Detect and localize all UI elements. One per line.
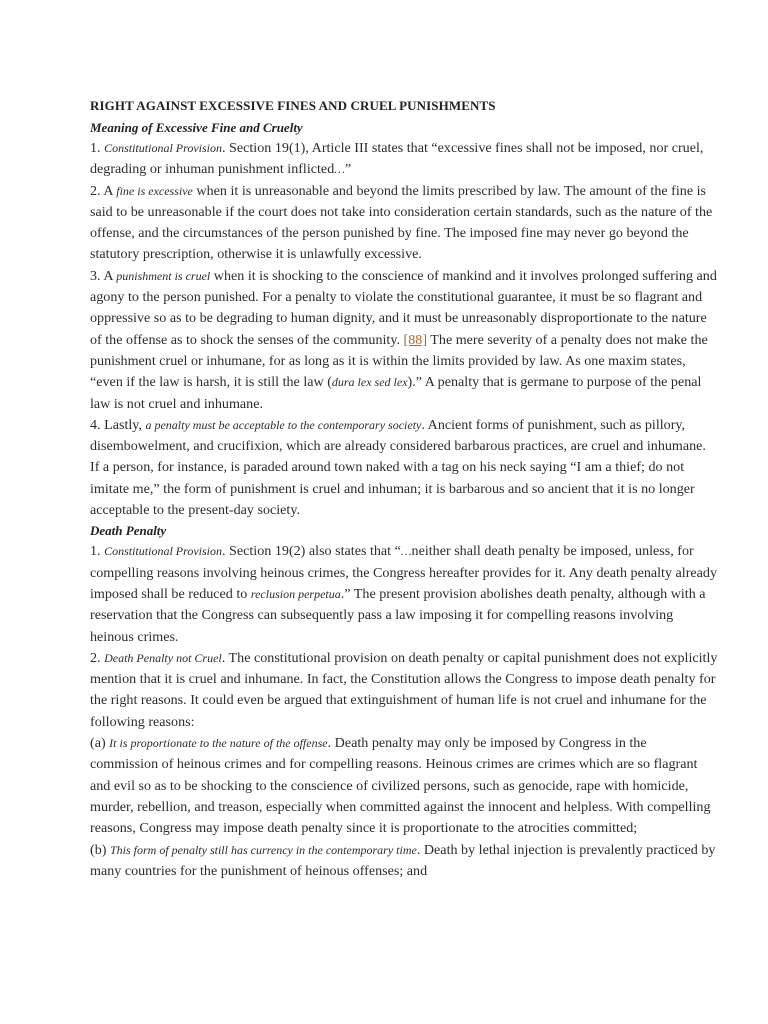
italic-lead: punishment is cruel — [116, 268, 211, 283]
paragraph-text-end: .” The present provision abolishes death penalty, although with a reservation that the Congress can subsequently pass a law imposing it for compelling reasons involving heinous crimes. — [90, 585, 706, 645]
paragraph-constitutional-provision-death — [90, 541, 718, 647]
paragraph-text: . Ancient forms of punishment, such as pillory, disembowelment, and crucifixion, which are already considered barbarous practices, are cruel and inhumane. If a person, for instance, is paraded around town naked with a tag on his neck saying “I am a thief; do not imitate me,” the form of punishment is cruel and inhuman; it is barbarous and so ancient that it is no longer acceptable to the present-day society. — [90, 416, 706, 519]
italic-lead: This form of penalty still has currency in the contemporary time — [109, 842, 417, 857]
paragraph-death-penalty-not-cruel — [90, 648, 718, 733]
paragraph-constitutional-provision-fines — [90, 138, 718, 181]
paragraph-reason-a — [90, 733, 718, 839]
paragraph-text: when it is shocking to the conscience of mankind and it involves prolonged suffering and agony to the person punished. For a penalty to violate the constitutional guarantee, it must be so flagrant and oppressive so as to be degrading to human dignity, and it must be unreasonably disproportionate to the nature of the offense as to shock the senses of the community. — [90, 267, 717, 348]
latin-maxim: dura lex sed lex — [331, 375, 408, 390]
paragraph-text-continued: neither shall death penalty be imposed, unless, for compelling reasons involving heinous crimes, the Congress hereafter provides for it. Any death penalty already imposed shall be reduced to — [90, 543, 717, 602]
closing-quote: ” — [344, 161, 352, 178]
ellipsis: … — [334, 162, 345, 177]
paragraph-text: . The constitutional provision on death penalty or capital punishment does not explicitly mention that it is cruel and inhumane. In fact, the Constitution allows the Congress to impose death penalty for the right reasons. It could even be argued that extinguishment of human life is not cruel and inhumane for the following reasons: — [90, 649, 718, 730]
footnote-link[interactable]: [88] — [403, 331, 428, 348]
document-title: RIGHT AGAINST EXCESSIVE FINES AND CRUEL PUNISHMENTS — [90, 98, 496, 113]
paragraph-number: 2. — [90, 649, 105, 666]
paragraph-reason-b — [90, 840, 718, 883]
italic-lead: It is proportionate to the nature of the offense — [109, 736, 328, 751]
paragraph-text: when it is unreasonable and beyond the limits prescribed by law. The amount of the fine is said to be unreasonable if the court does not take into consideration certain standards, such as the nature of the offense, and the circumstances of the person punished by fine. The imposed fine may never go beyond the statutory prescription, otherwise it is unlawfully excessive. — [90, 182, 713, 263]
section-heading-death-penalty: Death Penalty — [90, 523, 167, 539]
italic-lead: Constitutional Provision — [104, 544, 222, 559]
latin-term: reclusion perpetua — [250, 586, 341, 601]
italic-lead: Constitutional Provision — [104, 141, 222, 155]
paragraph-text-end: ).” A penalty that is germane to purpose of the penal law is not cruel and inhumane. — [90, 374, 702, 412]
paragraph-number: 1. — [90, 140, 105, 156]
italic-lead: a penalty must be acceptable to the contemporary society — [145, 417, 422, 432]
paragraph-number: 4. Lastly, — [90, 416, 146, 433]
paragraph-number: 1. — [90, 543, 105, 560]
italic-lead: Death Penalty not Cruel — [104, 650, 222, 665]
paragraph-number: 3. A — [90, 267, 117, 284]
section-heading-excessive-fine: Meaning of Excessive Fine and Cruelty — [90, 120, 303, 135]
paragraph-text-continued: The mere severity of a penalty does not make the punishment cruel or inhumane, for as long as it is within the limits provided by law. As one maxim states, “even if the law is harsh, it is still the law ( — [90, 331, 708, 391]
paragraph-number: 2. A — [90, 182, 117, 199]
paragraph-excessive-fine — [90, 181, 718, 266]
italic-lead: fine is excessive — [116, 183, 193, 198]
paragraph-text: . Death by lethal injection is prevalently practiced by many countries for the punishment of heinous offenses; and — [90, 841, 716, 879]
paragraph-text: . Death penalty may only be imposed by Congress in the commission of heinous crimes and for compelling reasons. Heinous crimes are crimes which are so flagrant and evil so as to be shocking to the conscience of civilized persons, such as genocide, rape with homicide, murder, rebellion, and treason, especially when committed against the innocent and helpless. With compelling reasons, Congress may impose death penalty since it is proportionate to the atrocities committed; — [90, 735, 711, 837]
paragraph-number: (a) — [90, 735, 110, 752]
paragraph-contemporary-society — [90, 415, 718, 521]
paragraph-text: . Section 19(2) also states that “ — [222, 543, 401, 560]
paragraph-text: . Section 19(1), Article III states that “excessive fines shall not be imposed, nor cruel, degrading or inhuman punishment inflicted — [90, 140, 704, 178]
paragraph-number: (b) — [90, 841, 110, 858]
paragraph-cruel-punishment — [90, 266, 718, 415]
ellipsis: … — [400, 544, 412, 559]
